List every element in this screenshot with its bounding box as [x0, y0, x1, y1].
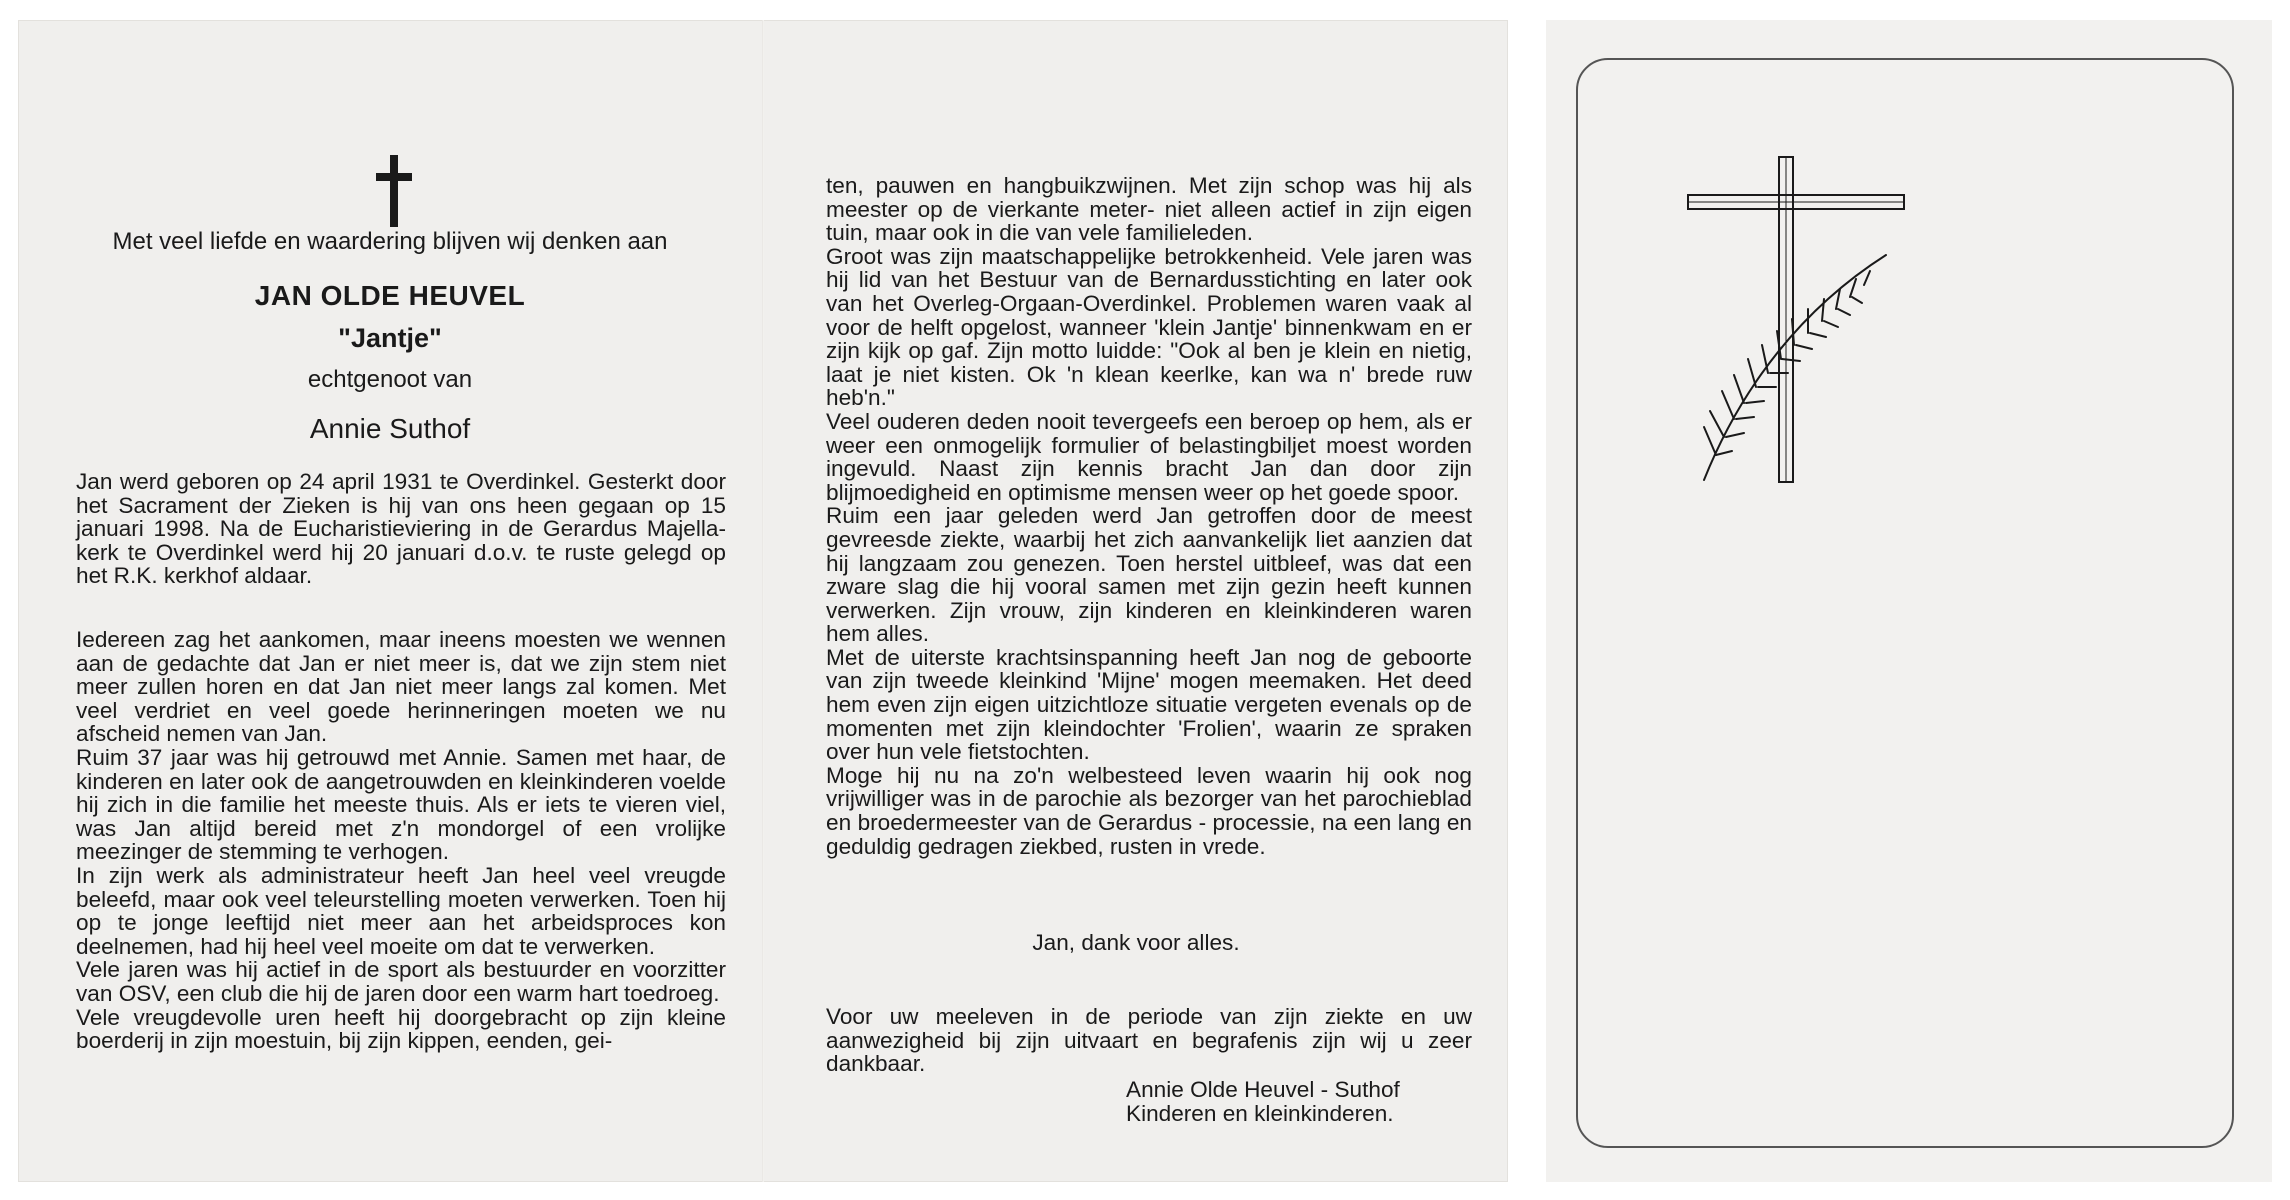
cross-icon [376, 155, 412, 227]
left-panel [18, 20, 762, 1182]
paragraph: Voor uw meeleven in de periode van zijn ziekte en uw aanwezigheid bij zijn uitvaart en begrafenis zijn wij u zeer dankbaar. [826, 1004, 1472, 1077]
biography-continued [826, 174, 1472, 858]
signature-line: Annie Olde Heuvel - Suthof [1126, 1077, 1400, 1102]
paragraph: Groot was zijn maatschappelijke betrokkenheid. Vele jaren was hij lid van het Bestuur van de Bernardusstichting en later ook van het Overleg-Orgaan-Overdinkel. Problemen waren vaak al voor de helft opgelost, wanneer 'klein Jantje' binnenkwam en er zijn kijk op gaf. Zijn motto luidde: "Ook al ben je klein en nietig, laat je niet kisten. Ok 'n klean keerlke, kan wa n' brede ruw heb'n." [826, 243, 1472, 411]
right-panel [764, 20, 1508, 1182]
spouse-label: echtgenoot van [307, 366, 473, 393]
biography-intro [76, 470, 726, 588]
paragraph: Moge hij nu na zo'n welbesteed leven waarin hij ook nog vrijwilliger was in de parochie als bezorger van het parochieblad en broedermeester van de Gerardus - processie, na een lang en geduldig gedragen ziekbed, rusten in vrede. [826, 762, 1472, 859]
gratitude-text [826, 1005, 1472, 1076]
paragraph: Vele vreugdevolle uren heeft hij doorgebracht op zijn kleine boerderij in zijn moestuin, bij zijn kippen, eenden, gei- [76, 1004, 726, 1054]
spouse-name: Annie Suthof [309, 413, 471, 444]
memorial-card-inside [18, 20, 1508, 1182]
signature-line: Kinderen en kleinkinderen. [1126, 1101, 1394, 1126]
paragraph: Iedereen zag het aankomen, maar ineens moesten we wennen aan de gedachte dat Jan er niet meer is, dat we zijn stem niet meer zullen horen en dat Jan niet meer langs zal komen. Met veel verdriet en veel goede herinneringen moeten we nu afscheid nemen van Jan. [76, 627, 726, 747]
paragraph: Jan werd geboren op 24 april 1931 te Overdinkel. Gesterkt door het Sacrament der Zieken is hij van ons heen gegaan op 15 januari 1998. Na de Eucharistieviering in de Gerardus Majella-kerk te Overdinkel werd hij 20 januari d.o.v. te ruste gelegd op het R.K. kerkhof aldaar. [76, 469, 726, 589]
nickname: "Jantje" [338, 323, 442, 353]
biography-text [76, 628, 726, 1053]
deceased-name: JAN OLDE HEUVEL [254, 280, 526, 311]
paragraph: ten, pauwen en hangbuikzwijnen. Met zijn schop was hij als meester op de vierkante meter- niet alleen actief in zijn eigen tuin, maar ook in die van vele familieleden. [826, 173, 1472, 246]
paragraph: Ruim een jaar geleden werd Jan getroffen door de meest gevreesde ziekte, waarbij het zich aanvankelijk liet aanzien dat hij langzaam zou genezen. Toen herstel uitbleef, was dat een zware slag die hij vooral samen met zijn gezin heeft kunnen verwerken. Zijn vrouw, zijn kinderen en kleinkinderen waren hem alles. [826, 503, 1472, 647]
paragraph: Veel ouderen deden nooit tevergeefs een beroep op hem, als er weer een onmogelijk formulier of belastingbiljet moest worden ingevuld. Naast zijn kennis bracht Jan dan door zijn blijmoedigheid en optimisme mensen weer op het goede spoor. [826, 408, 1472, 505]
signature-block [1126, 1078, 1400, 1126]
paragraph: In zijn werk als administrateur heeft Jan heel veel vreugde beleefd, maar ook veel teleurstelling moeten verwerken. Toen hij op te jonge leeftijd niet meer aan het arbeidsproces kon deelnemen, had hij heel veel moeite om dat te verwerken. [76, 862, 726, 959]
paragraph: Vele jaren was hij actief in de sport als bestuurder en voorzitter van OSV, een club die hij de jaren door een warm hart toedroeg. [76, 957, 726, 1006]
paragraph: Met de uiterste krachtsinspanning heeft Jan nog de geboorte van zijn tweede kleinkind 'Mijne' mogen meemaken. Het deed hem even zijn eigen uitzichtloze situatie vergeten evenals op de momenten met zijn kleindochter 'Frolien', waarin ze spraken over hun vele fietstochten. [826, 644, 1472, 765]
memorial-card-back [1546, 20, 2272, 1182]
paragraph: Ruim 37 jaar was hij getrouwd met Annie. Samen met haar, de kinderen en later ook de aangetrouwden en kleinkinderen voelde hij zich in die familie het meeste thuis. Als er iets te vieren viel, was Jan altijd bereid met z'n mondorgel of een vrolijke meezinger de stemming te verhogen. [76, 744, 726, 865]
intro-line: Met veel liefde en waardering blijven wij denken aan [112, 228, 668, 255]
thanks-line: Jan, dank voor alles. [1032, 930, 1240, 955]
cross-with-palm-icon [1686, 155, 1906, 495]
